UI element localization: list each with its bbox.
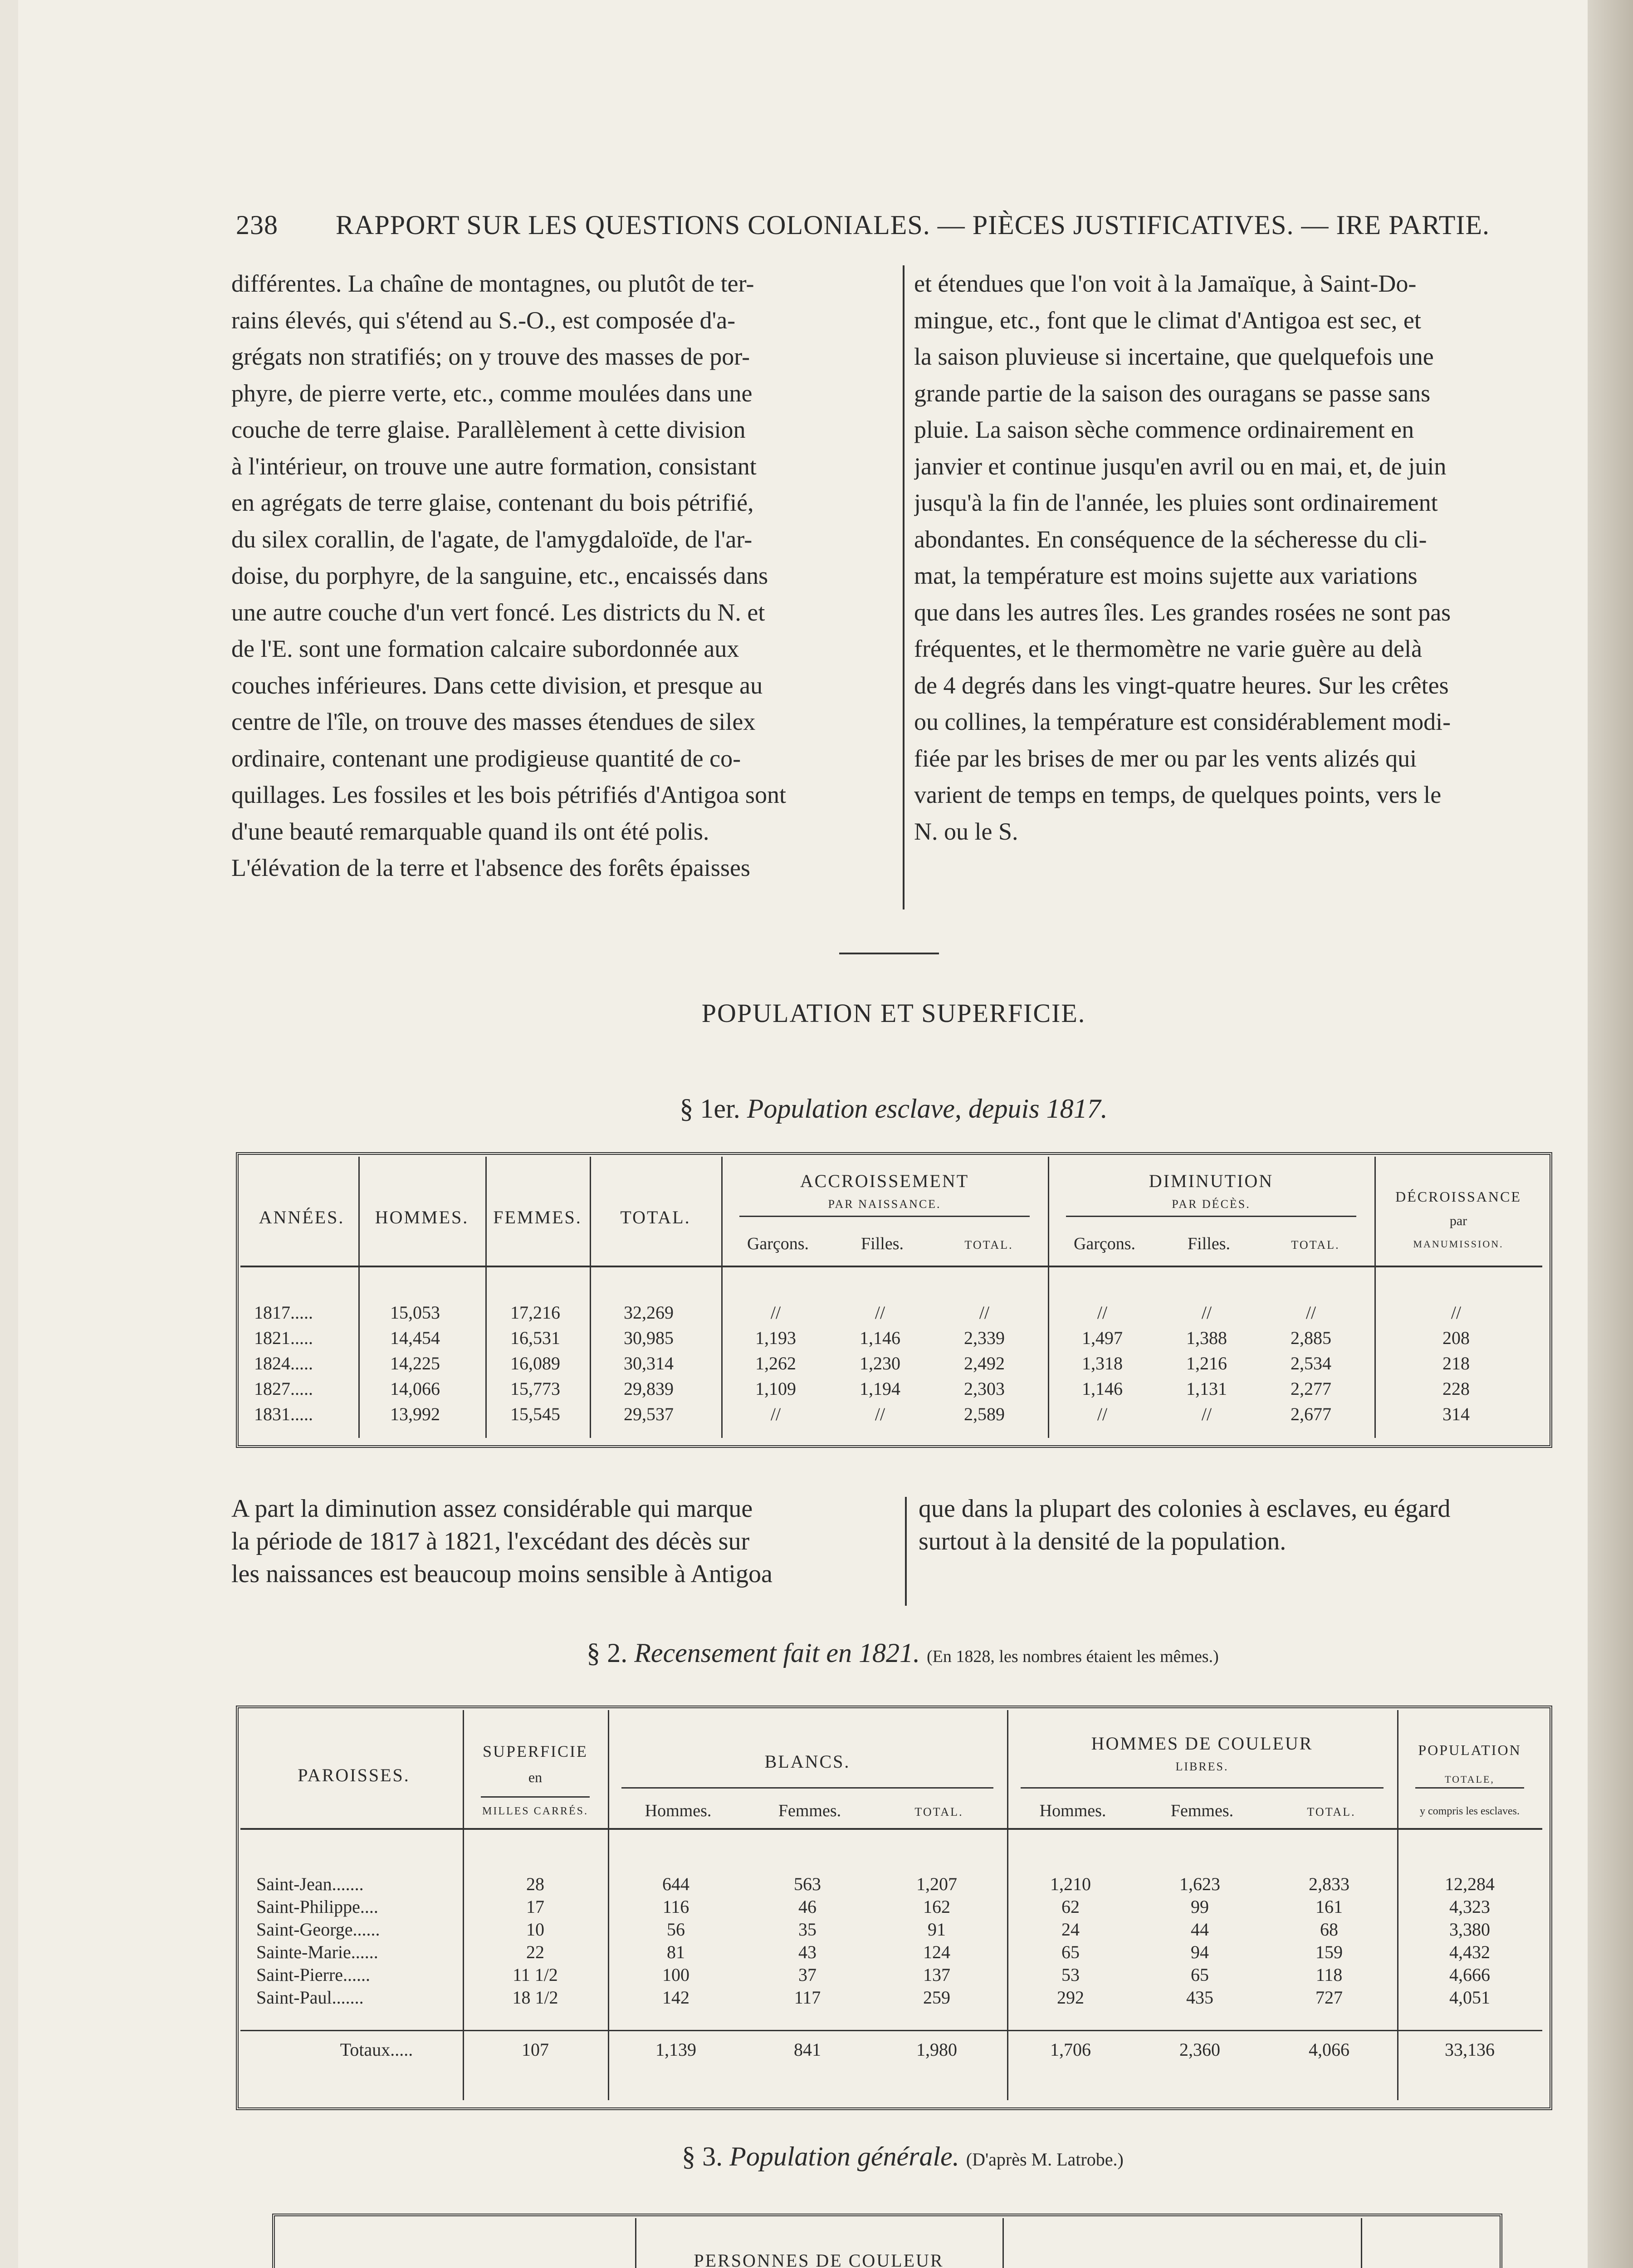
s2-cell-pop: 12,284 xyxy=(1445,1874,1495,1894)
s2-cell-c_h: 53 xyxy=(1061,1965,1080,1985)
s2-total-b_f: 841 xyxy=(794,2039,821,2060)
s2-cell-b_f: 35 xyxy=(798,1919,816,1940)
s1-cell-acc_g: 1,109 xyxy=(755,1378,796,1399)
s2-cell-paroisse: Saint-Philippe.... xyxy=(256,1897,378,1917)
s2-cell-c_h: 292 xyxy=(1057,1987,1084,2008)
table-rule xyxy=(240,1266,1542,1267)
s1-cell-hommes: 14,454 xyxy=(390,1328,440,1348)
s1-cell-femmes: 15,545 xyxy=(510,1404,560,1424)
s1-cell-acc_f: 1,146 xyxy=(860,1328,900,1348)
s2-header-total: TOTAL. xyxy=(1307,1805,1356,1818)
s2-header-hommes-couleur: HOMMES DE COULEUR xyxy=(1091,1733,1313,1754)
s1-header-total-small: TOTAL. xyxy=(1291,1238,1340,1251)
s2-cell-b_f: 563 xyxy=(794,1874,821,1894)
s1-cell-dim_g: 1,318 xyxy=(1082,1353,1123,1374)
page-number: 238 xyxy=(236,210,278,240)
s2-cell-c_h: 1,210 xyxy=(1050,1874,1091,1894)
table-rule xyxy=(739,1216,1030,1217)
s2-header-femmes: Femmes. xyxy=(1170,1801,1234,1820)
s1-cell-dim_f: 1,131 xyxy=(1186,1378,1227,1399)
s2-cell-paroisse: Sainte-Marie...... xyxy=(256,1942,378,1962)
s1-cell-dim_t: 2,534 xyxy=(1291,1353,1331,1374)
table-rule xyxy=(485,1157,487,1438)
s3-header-personnes: PERSONNES DE COULEUR xyxy=(694,2250,944,2268)
s1-cell-femmes: 16,089 xyxy=(510,1353,560,1374)
s2-heading xyxy=(472,1637,1334,1669)
text-line: janvier et continue jusqu'en avril ou en mai, et, de juin xyxy=(914,452,1447,480)
s2-cell-c_h: 24 xyxy=(1061,1919,1080,1940)
s1-cell-dim_f: 1,216 xyxy=(1186,1353,1227,1374)
s1-cell-acc_g: 1,193 xyxy=(755,1328,796,1348)
s2-cell-c_t: 68 xyxy=(1320,1919,1338,1940)
s2-cell-b_t: 1,207 xyxy=(916,1874,957,1894)
s2-heading-note: (En 1828, les nombres étaient les mêmes.) xyxy=(927,1647,1219,1666)
s1-cell-acc_f: 1,194 xyxy=(860,1378,900,1399)
s1-cell-acc_f: // xyxy=(875,1302,885,1323)
s2-total-pop: 33,136 xyxy=(1445,2039,1495,2060)
text-line: phyre, de pierre verte, etc., comme moulées dans une xyxy=(231,379,753,407)
s2-header-superficie-sub: MILLES CARRÉS. xyxy=(482,1805,589,1817)
text-line: les naissances est beaucoup moins sensible à Antigoa xyxy=(231,1560,772,1588)
text-line: centre de l'île, on trouve des masses étendues de silex xyxy=(231,708,756,735)
s2-header-total: TOTAL. xyxy=(914,1805,963,1818)
s2-total-b_t: 1,980 xyxy=(916,2039,957,2060)
s2-cell-b_t: 137 xyxy=(923,1965,950,1985)
s1-cell-hommes: 13,992 xyxy=(390,1404,440,1424)
s2-total-c_t: 4,066 xyxy=(1309,2039,1349,2060)
s2-cell-b_f: 37 xyxy=(798,1965,816,1985)
s2-cell-sup: 10 xyxy=(526,1919,544,1940)
s1-header-accroissement-sub: PAR NAISSANCE. xyxy=(828,1198,941,1211)
s1-cell-dec: 218 xyxy=(1442,1353,1470,1374)
text-line: de l'E. sont une formation calcaire subordonnée aux xyxy=(231,635,739,662)
s1-cell-hommes: 14,225 xyxy=(390,1353,440,1374)
s1-cell-annee: 1824..... xyxy=(254,1353,313,1374)
s1-cell-dec: 228 xyxy=(1442,1378,1470,1399)
s2-cell-c_h: 65 xyxy=(1061,1942,1080,1962)
s1-header-garcons: Garçons. xyxy=(747,1234,809,1253)
table-rule xyxy=(358,1157,360,1438)
s1-cell-acc_f: 1,230 xyxy=(860,1353,900,1374)
text-line: une autre couche d'un vert foncé. Les districts du N. et xyxy=(231,598,765,626)
s1-header-filles: Filles. xyxy=(1188,1234,1230,1253)
s2-cell-b_f: 46 xyxy=(798,1897,816,1917)
s2-cell-pop: 4,051 xyxy=(1449,1987,1490,2008)
s2-cell-c_f: 65 xyxy=(1191,1965,1209,1985)
s1-header-garcons: Garçons. xyxy=(1073,1234,1136,1253)
s2-cell-b_t: 91 xyxy=(928,1919,946,1940)
s2-cell-c_t: 161 xyxy=(1315,1897,1343,1917)
s2-total-c_f: 2,360 xyxy=(1179,2039,1220,2060)
s2-cell-c_h: 62 xyxy=(1061,1897,1080,1917)
s2-header-hommes: Hommes. xyxy=(1039,1801,1106,1820)
text-line: pluie. La saison sèche commence ordinairement en xyxy=(914,416,1414,443)
text-line: couches inférieures. Dans cette division, et presque au xyxy=(231,671,763,699)
s2-header-population: POPULATION xyxy=(1418,1742,1521,1758)
table-rule xyxy=(1066,1216,1356,1217)
s1-cell-hommes: 14,066 xyxy=(390,1378,440,1399)
text-line: doise, du porphyre, de la sanguine, etc., encaissés dans xyxy=(231,562,768,589)
s2-header-population-sub: TOTALE, xyxy=(1445,1774,1495,1785)
text-line: la période de 1817 à 1821, l'excédant des décès sur xyxy=(231,1527,750,1555)
text-line: différentes. La chaîne de montagnes, ou plutôt de ter- xyxy=(231,270,754,297)
page xyxy=(18,0,1588,2268)
s2-total-label: Totaux..... xyxy=(340,2039,413,2060)
s2-cell-b_h: 100 xyxy=(662,1965,689,1985)
s2-cell-pop: 4,432 xyxy=(1449,1942,1490,1962)
text-line: d'une beauté remarquable quand ils ont été polis. xyxy=(231,817,709,845)
s1-cell-dim_f: // xyxy=(1201,1302,1212,1323)
s1-cell-total: 30,314 xyxy=(624,1353,674,1374)
s2-cell-c_f: 435 xyxy=(1186,1987,1213,2008)
s1-cell-acc_t: 2,303 xyxy=(964,1378,1005,1399)
s2-header-femmes: Femmes. xyxy=(778,1801,841,1820)
page-edge xyxy=(1588,0,1633,2268)
s1-header-hommes: HOMMES. xyxy=(375,1207,469,1227)
section-divider xyxy=(839,953,939,954)
s2-cell-paroisse: Saint-George...... xyxy=(256,1919,380,1940)
s2-cell-paroisse: Saint-Pierre...... xyxy=(256,1965,371,1985)
s1-header-decroissance: DÉCROISSANCE xyxy=(1395,1188,1521,1205)
text-line: mingue, etc., font que le climat d'Antigoa est sec, et xyxy=(914,306,1421,334)
s2-header-superficie-en: en xyxy=(528,1769,543,1785)
s1-header-total: TOTAL. xyxy=(620,1207,691,1227)
s2-cell-sup: 28 xyxy=(526,1874,544,1894)
s1-cell-dim_t: 2,677 xyxy=(1291,1404,1331,1424)
s2-cell-b_t: 259 xyxy=(923,1987,950,2008)
s1-cell-acc_t: 2,492 xyxy=(964,1353,1005,1374)
s2-cell-c_t: 727 xyxy=(1315,1987,1343,2008)
s1-cell-dim_f: 1,388 xyxy=(1186,1328,1227,1348)
text-line: ordinaire, contenant une prodigieuse quantité de co- xyxy=(231,744,741,772)
s2-cell-sup: 18 1/2 xyxy=(512,1987,558,2008)
text-line: à l'intérieur, on trouve une autre formation, consistant xyxy=(231,452,757,480)
s2-header-paroisses: PAROISSES. xyxy=(298,1765,410,1785)
text-line: en agrégats de terre glaise, contenant du bois pétrifié, xyxy=(231,489,754,516)
s2-cell-sup: 17 xyxy=(526,1897,544,1917)
s2-cell-c_f: 94 xyxy=(1191,1942,1209,1962)
s2-header-hommes-couleur-sub: LIBRES. xyxy=(1175,1760,1229,1773)
s2-header-blancs: BLANCS. xyxy=(764,1751,851,1772)
column-divider xyxy=(903,265,905,909)
text-line: N. ou le S. xyxy=(914,817,1018,845)
s1-cell-annee: 1821..... xyxy=(254,1328,313,1348)
s2-cell-b_h: 81 xyxy=(667,1942,685,1962)
s1-cell-femmes: 15,773 xyxy=(510,1378,560,1399)
left-text-column xyxy=(231,265,894,886)
s1-header-annees: ANNÉES. xyxy=(259,1207,345,1227)
s2-header-hommes: Hommes. xyxy=(645,1801,712,1820)
s1-cell-annee: 1817..... xyxy=(254,1302,313,1323)
s2-cell-c_t: 159 xyxy=(1315,1942,1343,1962)
s1-cell-acc_g: // xyxy=(770,1302,781,1323)
s1-cell-dec: 314 xyxy=(1442,1404,1470,1424)
s1-header-filles: Filles. xyxy=(861,1234,904,1253)
text-line: rains élevés, qui s'étend au S.-O., est composée d'a- xyxy=(231,306,736,334)
s2-cell-b_h: 142 xyxy=(662,1987,689,2008)
s1-header-diminution: DIMINUTION xyxy=(1149,1171,1274,1191)
s1-cell-acc_g: 1,262 xyxy=(755,1353,796,1374)
s2-total-b_h: 1,139 xyxy=(655,2039,696,2060)
s1-header-total-small: TOTAL. xyxy=(964,1238,1013,1251)
s1-cell-dim_t: 2,885 xyxy=(1291,1328,1331,1348)
s1-cell-dim_f: // xyxy=(1201,1404,1212,1424)
s2-cell-b_f: 117 xyxy=(794,1987,821,2008)
s2-cell-paroisse: Saint-Paul....... xyxy=(256,1987,364,2008)
s2-cell-paroisse: Saint-Jean....... xyxy=(256,1874,364,1894)
text-line: jusqu'à la fin de l'année, les pluies sont ordinairement xyxy=(914,489,1438,516)
table-rule xyxy=(1415,1787,1524,1789)
table-rule xyxy=(1021,1787,1384,1789)
s1-cell-femmes: 16,531 xyxy=(510,1328,560,1348)
s2-cell-pop: 4,323 xyxy=(1449,1897,1490,1917)
s3-heading-text: Population générale. xyxy=(729,2141,959,2171)
table-rule xyxy=(1397,1710,1398,2100)
mid-right-text xyxy=(919,1492,1572,1558)
s1-heading xyxy=(562,1093,1225,1124)
text-line: que dans les autres îles. Les grandes rosées ne sont pas xyxy=(914,598,1451,626)
s2-cell-c_t: 2,833 xyxy=(1309,1874,1349,1894)
s3-heading xyxy=(517,2141,1288,2172)
s2-cell-sup: 11 1/2 xyxy=(513,1965,558,1985)
text-line: couche de terre glaise. Parallèlement à cette division xyxy=(231,416,746,443)
s1-header-femmes: FEMMES. xyxy=(493,1207,582,1227)
text-line: grande partie de la saison des ouragans se passe sans xyxy=(914,379,1431,407)
s1-cell-total: 32,269 xyxy=(624,1302,674,1323)
s2-cell-c_f: 1,623 xyxy=(1179,1874,1220,1894)
table-rule xyxy=(1002,2218,1004,2268)
text-line: et étendues que l'on voit à la Jamaïque, à Saint-Do- xyxy=(914,270,1417,297)
section-title: POPULATION ET SUPERFICIE. xyxy=(701,998,1086,1028)
mid-left-text xyxy=(231,1492,885,1590)
s1-header-decroissance-par: par xyxy=(1449,1213,1467,1228)
s1-header-decroissance-sub: MANUMISSION. xyxy=(1413,1238,1504,1250)
s2-cell-pop: 3,380 xyxy=(1449,1919,1490,1940)
table-rule xyxy=(1361,2218,1362,2268)
s2-cell-c_t: 118 xyxy=(1315,1965,1343,1985)
s2-cell-b_h: 116 xyxy=(662,1897,689,1917)
table-rule xyxy=(240,1828,1542,1830)
s1-header-diminution-sub: PAR DÉCÈS. xyxy=(1172,1198,1251,1211)
text-line: que dans la plupart des colonies à esclaves, eu égard xyxy=(919,1495,1451,1523)
s1-cell-hommes: 15,053 xyxy=(390,1302,440,1323)
text-line: surtout à la densité de la population. xyxy=(919,1527,1286,1555)
s2-header-population-note: y compris les esclaves. xyxy=(1420,1805,1520,1817)
s2-cell-b_t: 162 xyxy=(923,1897,950,1917)
s1-cell-total: 30,985 xyxy=(624,1328,674,1348)
column-divider xyxy=(905,1497,907,1606)
s2-cell-b_t: 124 xyxy=(923,1942,950,1962)
s2-cell-c_f: 99 xyxy=(1191,1897,1209,1917)
text-line: fréquentes, et le thermomètre ne varie guère au delà xyxy=(914,635,1422,662)
text-line: abondantes. En conséquence de la sécheresse du cli- xyxy=(914,525,1427,553)
s2-total-sup: 107 xyxy=(522,2039,549,2060)
table-rule xyxy=(463,1710,464,2100)
s3-heading-num: § 3. xyxy=(682,2141,723,2171)
text-line: grégats non stratifiés; on y trouve des masses de por- xyxy=(231,343,750,370)
s1-heading-text: Population esclave, depuis 1817. xyxy=(747,1094,1108,1124)
s1-cell-dim_t: 2,277 xyxy=(1291,1378,1331,1399)
s1-cell-acc_t: // xyxy=(979,1302,990,1323)
s1-header-accroissement: ACCROISSEMENT xyxy=(800,1171,969,1191)
s1-cell-dim_t: // xyxy=(1305,1302,1316,1323)
s1-cell-dim_g: 1,497 xyxy=(1082,1328,1123,1348)
s1-cell-dec: 208 xyxy=(1442,1328,1470,1348)
s1-cell-annee: 1831..... xyxy=(254,1404,313,1424)
text-line: ou collines, la température est considérablement modi- xyxy=(914,708,1451,735)
s1-heading-num: § 1er. xyxy=(680,1094,740,1124)
text-line: de 4 degrés dans les vingt-quatre heures. Sur les crêtes xyxy=(914,671,1449,699)
s3-heading-note: (D'après M. Latrobe.) xyxy=(966,2149,1124,2170)
text-line: quillages. Les fossiles et les bois pétrifiés d'Antigoa sont xyxy=(231,781,787,808)
table-rule xyxy=(481,1796,590,1798)
text-line: L'élévation de la terre et l'absence des forêts épaisses xyxy=(231,854,750,881)
text-line: A part la diminution assez considérable qui marque xyxy=(231,1495,753,1523)
table-rule xyxy=(621,1787,993,1789)
table-rule xyxy=(240,2030,1542,2031)
running-header xyxy=(236,210,1533,241)
s1-cell-acc_t: 2,589 xyxy=(964,1404,1005,1424)
s1-cell-annee: 1827..... xyxy=(254,1378,313,1399)
s1-cell-acc_f: // xyxy=(875,1404,885,1424)
s1-cell-total: 29,537 xyxy=(624,1404,674,1424)
s1-cell-acc_g: // xyxy=(770,1404,781,1424)
s1-cell-dim_g: // xyxy=(1097,1404,1108,1424)
s1-cell-dim_g: 1,146 xyxy=(1082,1378,1123,1399)
s1-cell-dec: // xyxy=(1451,1302,1462,1323)
text-line: varient de temps en temps, de quelques points, vers le xyxy=(914,781,1442,808)
s1-cell-total: 29,839 xyxy=(624,1378,674,1399)
s2-heading-num: § 2. xyxy=(587,1638,628,1668)
s1-cell-acc_t: 2,339 xyxy=(964,1328,1005,1348)
s2-total-c_h: 1,706 xyxy=(1050,2039,1091,2060)
s1-cell-dim_g: // xyxy=(1097,1302,1108,1323)
text-line: fiée par les brises de mer ou par les vents alizés qui xyxy=(914,744,1417,772)
s2-cell-b_h: 56 xyxy=(667,1919,685,1940)
s2-cell-sup: 22 xyxy=(526,1942,544,1962)
text-line: mat, la température est moins sujette aux variations xyxy=(914,562,1418,589)
s2-cell-pop: 4,666 xyxy=(1449,1965,1490,1985)
s2-heading-text: Recensement fait en 1821. xyxy=(634,1638,920,1668)
s2-header-superficie: SUPERFICIE xyxy=(482,1742,588,1760)
s2-cell-b_h: 644 xyxy=(662,1874,689,1894)
right-text-column xyxy=(914,265,1574,850)
s1-cell-femmes: 17,216 xyxy=(510,1302,560,1323)
s2-cell-c_f: 44 xyxy=(1191,1919,1209,1940)
running-title: RAPPORT SUR LES QUESTIONS COLONIALES. — PIÈCES JUSTIFICATIVES. — IRE PARTIE. xyxy=(336,210,1490,240)
text-line: du silex corallin, de l'agate, de l'amygdaloïde, de l'ar- xyxy=(231,525,753,553)
s2-cell-b_f: 43 xyxy=(798,1942,816,1962)
text-line: la saison pluvieuse si incertaine, que quelquefois une xyxy=(914,343,1434,370)
table-rule xyxy=(590,1157,591,1438)
